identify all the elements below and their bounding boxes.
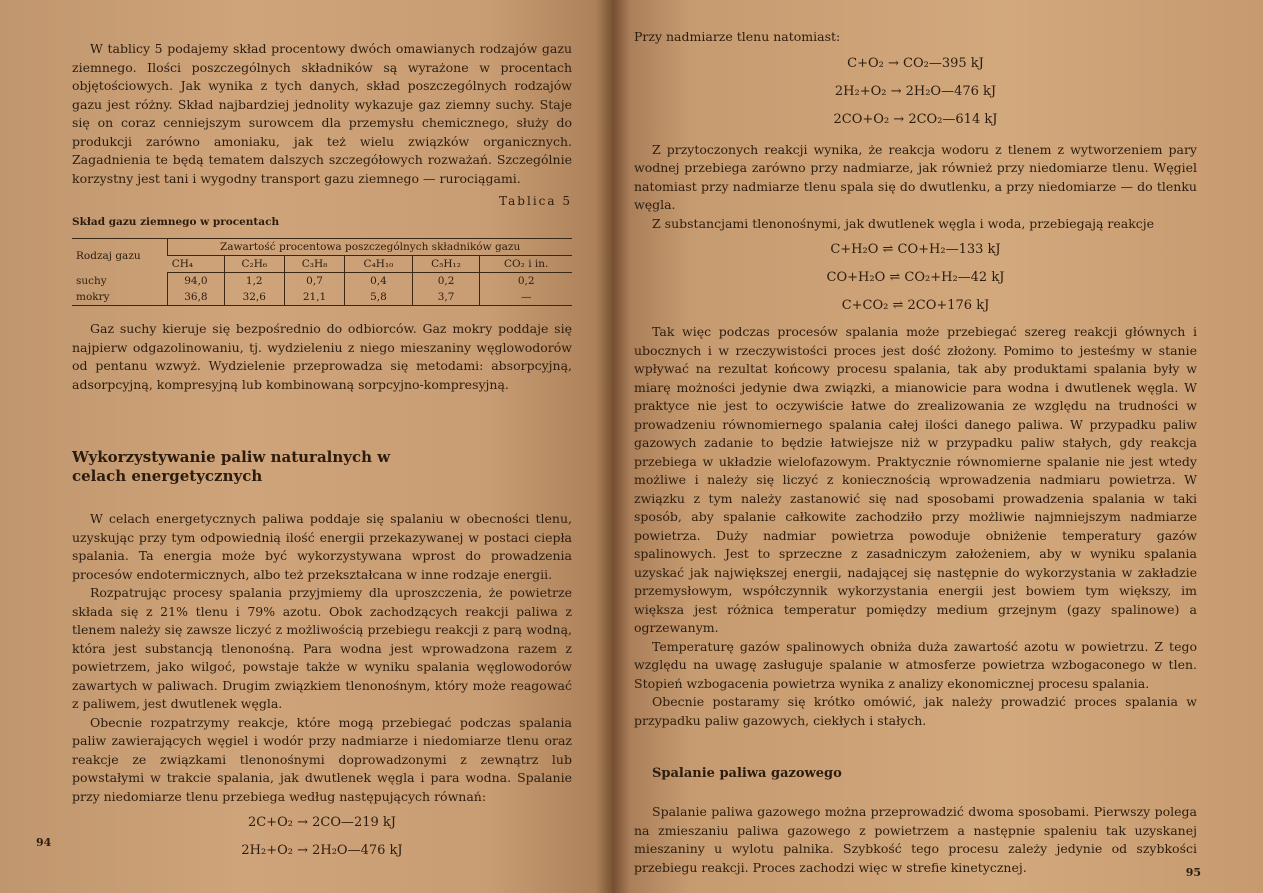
equation: 2C+O₂ → 2CO—219 kJ [247, 815, 397, 830]
table-cell: — [480, 289, 572, 306]
equation: C+CO₂ ⇌ 2CO+176 kJ [841, 298, 990, 313]
left-page [0, 0, 612, 893]
right-page [612, 0, 1263, 893]
intro-line: Przy nadmiarze tlenu natomiast: [634, 29, 841, 44]
paragraph: Spalanie paliwa gazowego można przeprowadzić dwoma sposobami. Pierwszy polega na zmieszaniu paliwa gazowego z powietrzem a następnie spaleniu tak uzyskanej mieszaniny u wylotu palnika. Szybkość tego procesu zależy jedynie od szybkości przebiegu reakcji. Proces zachodzi więc w strefie kinetycznej. [634, 804, 1197, 875]
paragraph: Rozpatrując procesy spalania przyjmiemy dla uproszczenia, że powietrze składa się z 21% tlenu i 79% azotu. Obok zachodzących reakcji paliwa z tlenem należy się zawsze liczyć z możliwością przebiegu reakcji z parą wodną, która jest substancją tlenonośną. Para wodna jest wprowadzona razem z powietrzem, jako wilgoć, powstaje także w wyniku spalania węglowodorów zawartych w paliwach. Drugim związkiem tlenonośnym, który może reagować z paliwem, jest dwutlenek węgla. [72, 585, 572, 711]
table-cell: 0,7 [284, 273, 344, 290]
table-cell: 0,2 [480, 273, 572, 290]
gas-composition-table [72, 238, 572, 306]
equation-block [72, 812, 572, 862]
table-cell: 5,8 [345, 289, 413, 306]
equation: 2H₂+O₂ → 2H₂O—476 kJ [241, 843, 403, 858]
equation: 2CO+O₂ → 2CO₂—614 kJ [833, 111, 998, 127]
paragraph: Obecnie rozpatrzymy reakcje, które mogą przebiegać podczas spalania paliw zawierających węgiel i wodór przy nadmiarze i niedomiarze tlenu oraz reakcje ze związkami tlenonośnymi doprowadzonymi z zewnątrz lub powstałymi w trakcie spalania, jak dwutlenek węgla i para wodna. Spalanie przy niedomiarze tlenu przebiega według następujących równań: [72, 714, 572, 804]
table-cell: 0,4 [345, 273, 413, 290]
equation: C+O₂ → CO₂—395 kJ [847, 55, 984, 71]
paragraph-after-table: Gaz suchy kieruje się bezpośrednio do odbiorców. Gaz mokry poddaje się najpierw odgazolinowaniu, tj. wydzieleniu z niego mieszaniny węglowodorów od pentanu wzwyż. Wydzielenie przeprowadza się metodami: absorpcyjną, adsorpcyjną, kompresyjną lub kombinowaną sorpcyjno-kompresyjną. [72, 321, 572, 392]
table-header-component: CH₄ [168, 256, 224, 273]
table-header-component: C₂H₆ [224, 256, 284, 273]
page-number: 94 [36, 836, 52, 849]
paragraph: Tak więc podczas procesów spalania może przebiegać szereg reakcji głównych i ubocznych i w rzeczywistości proces jest dość złożony. Pomimo to jesteśmy w stanie wpływać na rezultat końcowy procesu spalania, tak aby produktami spalania były w miarę możności jedynie dwa związki, a mianowicie para wodna i dwutlenek węgla. W praktyce nie jest to oczywiście łatwe do zrealizowania ze względu na trudności w prowadzeniu równomiernego spalania całej ilości danego paliwa. W przypadku paliw gazowych zadanie to będzie łatwiejsze niż w przypadku paliw stałych, gdy reakcja przebiega w układzie wielofazowym. Praktycznie równomierne spalanie nie jest wtedy możliwe i należy się liczyć z koniecznością wprowadzenia nadmiaru powietrza. W związku z tym należy zastanowić się nad sposobami prowadzenia spalania w taki sposób, aby spalanie całkowite zachodziło przy możliwie najmniejszym nadmiarze powietrza. Duży nadmiar powietrza powoduje obniżenie temperatury gazów spalinowych. Jest to sprzeczne z zasadniczym założeniem, aby w wyniku spalania uzyskać jak największej energii, nadającej się następnie do wykorzystania w zakładzie przemysłowym, współczynnik wykorzystania energii jest bowiem tym większy, im większa jest różnica temperatur pomiędzy medium grzejnym (gazy spalinowe) a ogrzewanym. [634, 324, 1197, 635]
table-header-component: C₃H₈ [284, 256, 344, 273]
table-header-component: C₄H₁₀ [345, 256, 413, 273]
table-title: Skład gazu ziemnego w procentach [72, 216, 280, 228]
paragraph-intro: W tablicy 5 podajemy skład procentowy dwóch omawianych rodzajów gazu ziemnego. Ilości poszczególnych składników są wyrażone w procentach objętościowych. Jak wynika z tych danych, skład poszczególnych rodzajów gazu jest różny. Skład najbardziej jednolity wykazuje gaz ziemny suchy. Staje się on coraz cenniejszym surowcem dla przemysłu chemicznego, służy do produkcji zarówno amoniaku, jak też wielu związków organicznych. Zagadnienia te będą tematem dalszych szczegółowych rozważań. Szczególnie korzystny jest tani i wygodny transport gazu ziemnego — rurociągami. [72, 41, 572, 186]
section-heading: Spalanie paliwa gazowego [652, 766, 842, 781]
equation-block [634, 239, 1197, 317]
table-cell: 32,6 [224, 289, 284, 306]
table-cell: 94,0 [168, 273, 224, 290]
table-cell: 0,2 [412, 273, 480, 290]
page-number: 95 [1185, 866, 1201, 879]
table-cell: 1,2 [224, 273, 284, 290]
table-cell: 21,1 [284, 289, 344, 306]
paragraph: W celach energetycznych paliwa poddaje się spalaniu w obecności tlenu, uzyskując przy tym odpowiednią ilość energii przekazywanej w postaci ciepła spalania. Ta energia może być wykorzystywana wprost do prowadzenia procesów endotermicznych, albo też przekształcana w inne rodzaje energii. [72, 511, 572, 582]
table-row [72, 289, 572, 306]
table-caption: Tablica 5 [499, 194, 572, 208]
paragraph: Z przytoczonych reakcji wynika, że reakcja wodoru z tlenem z wytworzeniem pary wodnej przebiega zarówno przy nadmiarze, jak również przy niedomiarze tlenu. Węgiel natomiast przy nadmiarze tlenu spala się do dwutlenku, a przy niedomiarze — do tlenku węgla. [634, 141, 1197, 212]
table-cell: 36,8 [168, 289, 224, 306]
table-header-component: CO₂ i in. [480, 256, 572, 273]
book-gutter [596, 0, 630, 893]
equation: CO+H₂O ⇌ CO₂+H₂—42 kJ [826, 270, 1005, 285]
equation: 2H₂+O₂ → 2H₂O—476 kJ [834, 83, 997, 99]
paragraph: Obecnie postaramy się krótko omówić, jak należy prowadzić proces spalania w przypadku paliw gazowych, ciekłych i stałych. [634, 694, 1197, 728]
equation-block [634, 53, 1197, 131]
section-heading: Wykorzystywanie paliw naturalnych w celach energetycznych [72, 448, 391, 485]
paragraph: Temperaturę gazów spalinowych obniża duża zawartość azotu w powietrzu. Z tego względu na uwagę zasługuje spalanie w atmosferze powietrza wzbogaconego w tlen. Stopień wzbogacenia powietrza wynika z analizy ekonomicznej procesu spalania. [634, 638, 1197, 691]
table-cell-name: suchy [76, 274, 107, 287]
table-cell-name: mokry [72, 289, 168, 306]
table-row [72, 273, 572, 290]
table-header-group: Zawartość procentowa poszczególnych składników gazu [168, 239, 572, 256]
equation: C+H₂O ⇌ CO+H₂—133 kJ [830, 242, 1001, 257]
table-cell: 3,7 [412, 289, 480, 306]
paragraph: Z substancjami tlenonośnymi, jak dwutlenek węgla i woda, przebiegają reakcje [652, 215, 1155, 231]
table-header-kind: Rodzaj gazu [72, 239, 168, 273]
table-header-component: C₅H₁₂ [412, 256, 480, 273]
